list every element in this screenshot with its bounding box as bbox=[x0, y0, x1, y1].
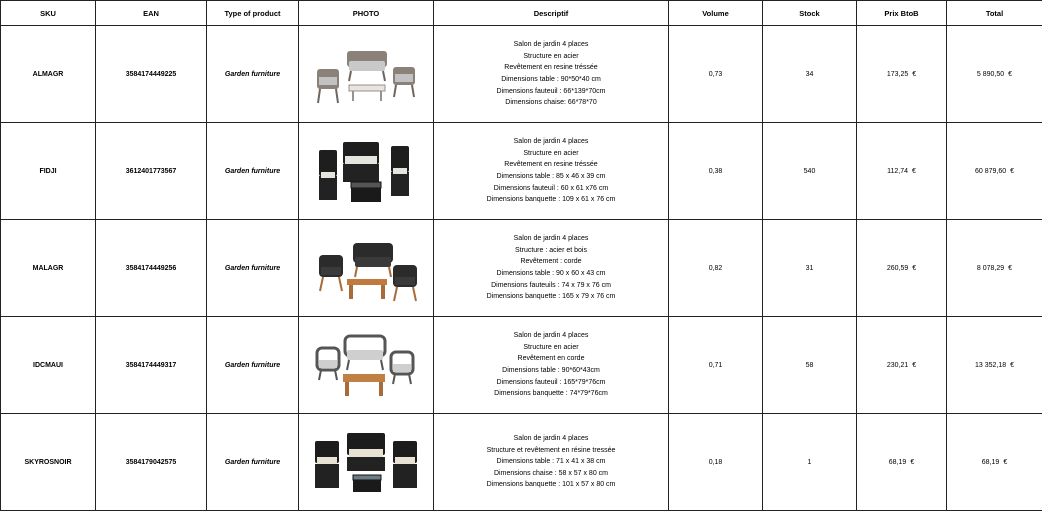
currency-symbol: € bbox=[911, 167, 916, 175]
description-line: Dimensions fauteuil : 60 x 61 x76 cm bbox=[493, 184, 609, 192]
type-cell: Garden furniture bbox=[207, 26, 299, 123]
volume-cell: 0,82 bbox=[669, 220, 763, 317]
stock-cell: 58 bbox=[763, 317, 857, 414]
description-line: Dimensions table : 85 x 46 x 39 cm bbox=[496, 173, 606, 180]
ean-cell: 3584174449256 bbox=[96, 220, 207, 317]
description-cell bbox=[434, 26, 669, 123]
header-sku: SKU bbox=[1, 1, 96, 26]
description-cell bbox=[434, 414, 669, 511]
description-line: Structure et revêtement en résine tressée bbox=[486, 446, 616, 454]
description-line: Salon de jardin 4 places bbox=[513, 435, 589, 443]
price-cell bbox=[857, 220, 947, 317]
description-line: Salon de jardin 4 places bbox=[513, 235, 589, 243]
sku-cell: MALAGR bbox=[1, 220, 96, 317]
photo-cell bbox=[299, 26, 434, 123]
stock-cell: 540 bbox=[763, 123, 857, 220]
total-value: 60 879,60 bbox=[974, 167, 1007, 175]
description-line: Salon de jardin 4 places bbox=[513, 138, 589, 146]
header-stock: Stock bbox=[763, 1, 857, 26]
table-row bbox=[1, 26, 1042, 123]
currency-symbol: € bbox=[1010, 167, 1015, 175]
currency-symbol: € bbox=[1003, 458, 1008, 466]
ean-cell: 3612401773567 bbox=[96, 123, 207, 220]
stock-cell: 31 bbox=[763, 220, 857, 317]
volume-cell: 0,73 bbox=[669, 26, 763, 123]
table-row bbox=[1, 414, 1042, 511]
description-line: Dimensions banquette : 109 x 61 x 76 cm bbox=[486, 196, 616, 204]
description-line: Dimensions fauteuils : 74 x 79 x 76 cm bbox=[491, 281, 611, 289]
dark-rope-set-wood-legs-icon bbox=[307, 225, 425, 311]
currency-symbol: € bbox=[910, 458, 915, 466]
header-ean: EAN bbox=[96, 1, 207, 26]
price-cell bbox=[857, 123, 947, 220]
volume-cell: 0,18 bbox=[669, 414, 763, 511]
stock-cell: 1 bbox=[763, 414, 857, 511]
sku-cell: SKYROSNOIR bbox=[1, 414, 96, 511]
ean-cell: 3584174449225 bbox=[96, 26, 207, 123]
currency-symbol: € bbox=[1010, 361, 1015, 369]
price-value: 68,19 bbox=[888, 458, 907, 466]
table-row bbox=[1, 220, 1042, 317]
description-line: Salon de jardin 4 places bbox=[513, 332, 589, 340]
rope-set-grey-cushions-wood-table-icon bbox=[307, 322, 425, 408]
price-value: 112,74 bbox=[887, 167, 908, 175]
header-photo: PHOTO bbox=[299, 1, 434, 26]
sku-cell: FIDJI bbox=[1, 123, 96, 220]
table-row bbox=[1, 317, 1042, 414]
sku-cell: ALMAGR bbox=[1, 26, 96, 123]
price-value: 260,59 bbox=[886, 264, 909, 272]
photo-cell bbox=[299, 414, 434, 511]
black-resin-set-beige-cushions-icon bbox=[307, 419, 425, 505]
description-line: Structure en acier bbox=[523, 149, 579, 157]
black-rattan-set-white-cushions-icon bbox=[307, 128, 425, 214]
price-cell bbox=[857, 26, 947, 123]
type-cell: Garden furniture bbox=[207, 414, 299, 511]
type-cell: Garden furniture bbox=[207, 317, 299, 414]
header-type: Type of product bbox=[207, 1, 299, 26]
description-line: Dimensions chaise: 66*78*70 bbox=[505, 99, 597, 107]
description-line: Revêtement en resine tréssée bbox=[504, 64, 598, 72]
description-cell bbox=[434, 317, 669, 414]
price-cell bbox=[857, 414, 947, 511]
header-row bbox=[1, 1, 1042, 26]
currency-symbol: € bbox=[912, 264, 917, 272]
photo-cell bbox=[299, 317, 434, 414]
ean-cell: 3584179042575 bbox=[96, 414, 207, 511]
currency-symbol: € bbox=[1008, 264, 1013, 272]
description-line: Dimensions banquette : 74*79*76cm bbox=[494, 390, 608, 398]
total-value: 13 352,18 bbox=[974, 361, 1007, 369]
photo-cell bbox=[299, 123, 434, 220]
description-line: Salon de jardin 4 places bbox=[513, 41, 589, 49]
total-cell bbox=[947, 123, 1042, 220]
header-total: Total bbox=[947, 1, 1042, 26]
photo-cell bbox=[299, 220, 434, 317]
description-line: Dimensions fauteuil : 165*79*76cm bbox=[496, 378, 606, 386]
description-line: Dimensions table : 90*60*43cm bbox=[502, 367, 600, 374]
ean-cell: 3584174449317 bbox=[96, 317, 207, 414]
header-volume: Volume bbox=[669, 1, 763, 26]
total-cell bbox=[947, 414, 1042, 511]
price-value: 230,21 bbox=[886, 361, 909, 369]
price-cell bbox=[857, 317, 947, 414]
header-descriptif: Descriptif bbox=[434, 1, 669, 26]
price-value: 173,25 bbox=[886, 70, 909, 78]
description-line: Dimensions table : 71 x 41 x 38 cm bbox=[496, 458, 606, 466]
description-line: Dimensions banquette : 101 x 57 x 80 cm bbox=[486, 481, 616, 489]
description-cell bbox=[434, 220, 669, 317]
stock-cell: 34 bbox=[763, 26, 857, 123]
type-cell: Garden furniture bbox=[207, 123, 299, 220]
type-cell: Garden furniture bbox=[207, 220, 299, 317]
volume-cell: 0,71 bbox=[669, 317, 763, 414]
currency-symbol: € bbox=[912, 70, 917, 78]
description-line: Dimensions table : 90 x 60 x 43 cm bbox=[496, 270, 606, 277]
total-value: 5 890,50 bbox=[976, 70, 1005, 78]
description-line: Structure en acier bbox=[523, 343, 579, 351]
description-line: Structure : acier et bois bbox=[515, 246, 587, 254]
description-line: Structure en acier bbox=[523, 52, 579, 60]
total-value: 8 078,29 bbox=[976, 264, 1005, 272]
currency-symbol: € bbox=[912, 361, 917, 369]
header-price: Prix BtoB bbox=[857, 1, 947, 26]
description-line: Revêtement en resine tréssée bbox=[504, 161, 598, 169]
total-value: 68,19 bbox=[981, 458, 1000, 466]
sku-cell: IDCMAUI bbox=[1, 317, 96, 414]
currency-symbol: € bbox=[1008, 70, 1013, 78]
total-cell bbox=[947, 317, 1042, 414]
volume-cell: 0,38 bbox=[669, 123, 763, 220]
description-line: Revêtement en corde bbox=[517, 355, 585, 363]
rope-garden-set-grey-cushions-icon bbox=[307, 31, 425, 117]
description-cell bbox=[434, 123, 669, 220]
table-row bbox=[1, 123, 1042, 220]
total-cell bbox=[947, 220, 1042, 317]
description-line: Dimensions banquette : 165 x 79 x 76 cm bbox=[486, 293, 616, 301]
description-line: Dimensions table : 90*50*40 cm bbox=[501, 76, 601, 83]
total-cell bbox=[947, 26, 1042, 123]
description-line: Dimensions chaise : 58 x 57 x 80 cm bbox=[494, 469, 608, 477]
description-line: Revêtement : corde bbox=[520, 258, 582, 266]
description-line: Dimensions fauteuil : 66*139*70cm bbox=[496, 87, 606, 95]
